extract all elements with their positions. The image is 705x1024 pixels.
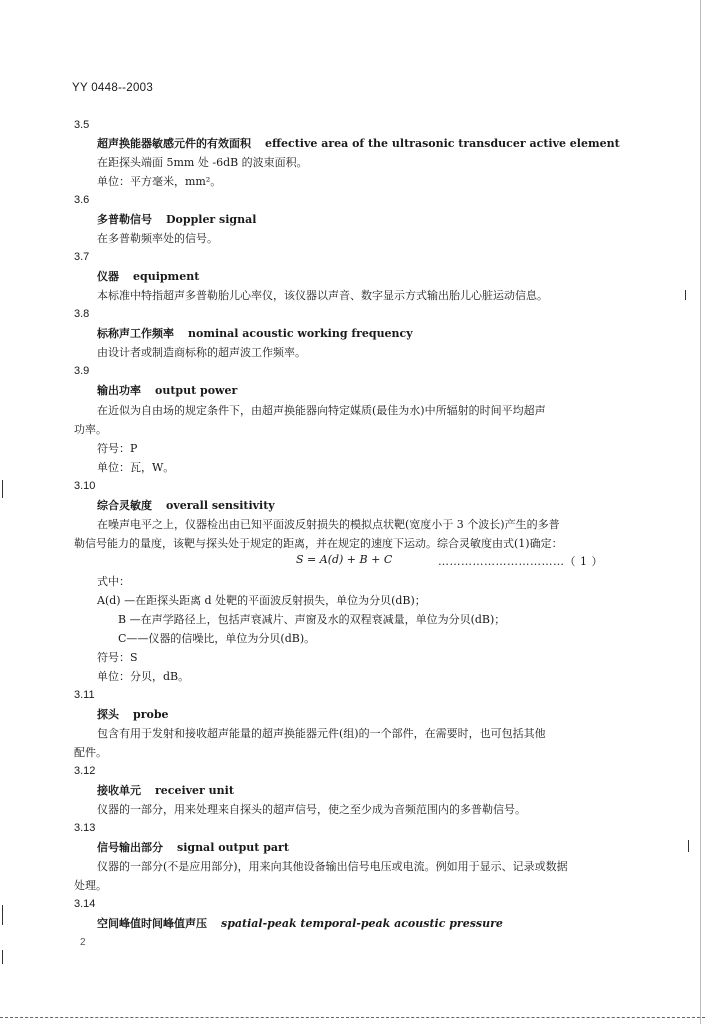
term-heading: [97, 136, 629, 151]
scan-edge-mark: [2, 950, 3, 964]
term-en: effective area of the ultrasonic transducer active element: [265, 137, 620, 150]
definition-line: 处理。: [74, 879, 107, 892]
unit-line: 单位：分贝，dB。: [97, 670, 190, 683]
term-heading: [97, 326, 629, 341]
scan-edge-mark: [688, 840, 689, 852]
clause-number: 3.6: [74, 194, 90, 206]
term-zh: 多普勒信号: [97, 213, 152, 226]
term-en: overall sensitivity: [166, 499, 275, 512]
scan-edge-mark: [2, 480, 3, 498]
term-zh: 标称声工作频率: [97, 327, 174, 340]
term-en: receiver unit: [155, 784, 234, 797]
symbol-line: 符号：P: [97, 442, 138, 455]
term-heading: [97, 783, 629, 798]
term-heading: [97, 269, 629, 284]
term-en: Doppler signal: [166, 213, 257, 226]
definition-line: 在噪声电平之上，仪器检出由已知平面波反射损失的模拟点状靶(宽度小于 3 个波长)产生的多普: [97, 518, 560, 531]
term-zh: 接收单元: [97, 784, 141, 797]
clause-number: 3.14: [74, 898, 96, 910]
clause-number: 3.11: [74, 689, 95, 701]
variable-definition: A(d) —在距探头距离 d 处靶的平面波反射损失，单位为分贝(dB)；: [97, 594, 426, 607]
page-edge: [700, 0, 701, 1024]
page-bottom-edge: [0, 1017, 705, 1018]
definition-line: 由设计者或制造商标称的超声波工作频率。: [97, 346, 306, 359]
definition-line: 勒信号能力的量度，该靶与探头处于规定的距离，并在规定的速度下运动。综合灵敏度由式(1)确定：: [74, 537, 563, 550]
clause-number: 3.9: [74, 365, 90, 377]
clause-number: 3.10: [74, 480, 96, 492]
document-code: YY 0448--2003: [72, 82, 154, 94]
unit-line: 单位：平方毫米，mm²。: [97, 175, 222, 188]
clause-number: 3.7: [74, 251, 90, 263]
definition-line: 包含有用于发射和接收超声能量的超声换能器元件(组)的一个部件，在需要时，也可包括其他: [97, 727, 546, 740]
clause-number: 3.13: [74, 822, 96, 834]
definition-line: 配件。: [74, 746, 107, 759]
unit-line: 单位：瓦，W。: [97, 461, 175, 474]
definition-line: 本标准中特指超声多普勒胎儿心率仪，该仪器以声音、数字显示方式输出胎儿心脏运动信息。: [97, 289, 548, 302]
definition-line: 功率。: [74, 423, 107, 436]
scan-edge-mark: [2, 905, 3, 925]
formula: S = A(d) + B + C: [296, 553, 393, 566]
clause-number: 3.5: [74, 119, 90, 131]
term-heading: [97, 212, 629, 227]
term-en: nominal acoustic working frequency: [188, 327, 413, 340]
term-en: spatial-peak temporal-peak acoustic pressure: [221, 917, 503, 930]
clause-number: 3.12: [74, 765, 96, 777]
term-en: signal output part: [177, 841, 289, 854]
term-zh: 信号输出部分: [97, 841, 163, 854]
term-en: equipment: [133, 270, 200, 283]
page-number: 2: [80, 937, 86, 948]
symbol-line: 符号：S: [97, 651, 138, 664]
term-zh: 输出功率: [97, 384, 141, 397]
variable-definition: B —在声学路径上，包括声衰减片、声窗及水的双程衰减量，单位为分贝(dB)；: [118, 613, 506, 626]
term-heading: [97, 840, 629, 855]
definition-line: 仪器的一部分，用来处理来自探头的超声信号，使之至少成为音频范围内的多普勒信号。: [97, 803, 526, 816]
term-heading: [97, 916, 629, 931]
term-heading: [97, 498, 629, 513]
definition-line: 在多普勒频率处的信号。: [97, 232, 218, 245]
where-label: 式中：: [97, 575, 130, 588]
term-en: output power: [155, 384, 238, 397]
term-zh: 仪器: [97, 270, 119, 283]
term-heading: [97, 707, 629, 722]
term-zh: 综合灵敏度: [97, 499, 152, 512]
formula-number: ……………………………（ 1 ）: [438, 555, 603, 568]
clause-number: 3.8: [74, 308, 90, 320]
term-heading: [97, 383, 629, 398]
definition-line: 在近似为自由场的规定条件下，由超声换能器向特定媒质(最佳为水)中所辐射的时间平均超声: [97, 404, 546, 417]
definition-line: 仪器的一部分(不是应用部分)，用来向其他设备输出信号电压或电流。例如用于显示、记录或数据: [97, 860, 568, 873]
definition-line: 在距探头端面 5mm 处 -6dB 的波束面积。: [97, 156, 308, 169]
variable-definition: C——仪器的信噪比，单位为分贝(dB)。: [118, 632, 316, 645]
term-zh: 探头: [97, 708, 119, 721]
term-zh: 超声换能器敏感元件的有效面积: [97, 137, 251, 150]
scan-edge-mark: [685, 290, 686, 300]
term-zh: 空间峰值时间峰值声压: [97, 917, 207, 930]
term-en: probe: [133, 708, 169, 721]
